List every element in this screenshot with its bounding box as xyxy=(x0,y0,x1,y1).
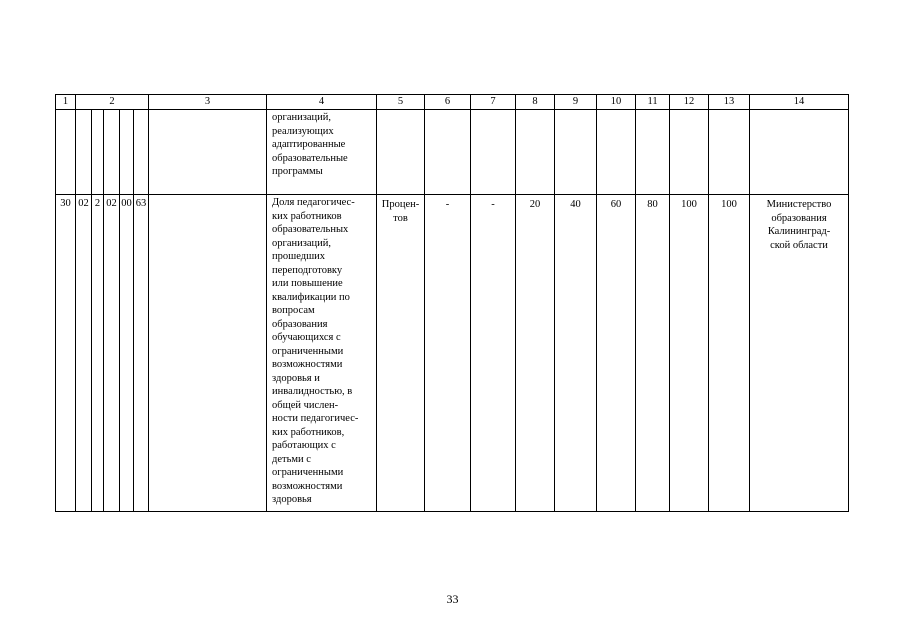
name-line: Доля педагогичес- xyxy=(272,197,355,208)
value-cell-10: 60 xyxy=(597,195,636,512)
name-line: общей числен- xyxy=(272,399,339,411)
column-header-6: 6 xyxy=(425,95,471,110)
name-line: ности педагогичес- xyxy=(272,413,359,424)
code-cell xyxy=(120,110,134,195)
value-cell-13: 100 xyxy=(709,195,750,512)
value-cell xyxy=(670,110,709,195)
code-cell xyxy=(76,110,92,195)
value-cell xyxy=(555,110,597,195)
name-line: образовательные xyxy=(272,152,348,164)
name-line: адаптированные xyxy=(272,139,346,150)
value-cell-9: 40 xyxy=(555,195,597,512)
name-line: прошедших xyxy=(272,251,326,262)
value-cell-8: 20 xyxy=(516,195,555,512)
unit-line: Процен- xyxy=(381,199,420,210)
value-cell xyxy=(597,110,636,195)
value-cell-11: 80 xyxy=(636,195,670,512)
column-header-12: 12 xyxy=(670,95,709,110)
code-cell: 02 xyxy=(76,195,92,512)
ministry-line: Министерство xyxy=(766,199,832,210)
name-line: квалификации по xyxy=(272,291,350,303)
indicator-name-continued xyxy=(267,110,377,195)
column-header-5: 5 xyxy=(377,95,425,110)
column-header-8: 8 xyxy=(516,95,555,110)
column-header-1: 1 xyxy=(56,95,76,110)
column-3-cell xyxy=(149,110,267,195)
code-cell: 30 xyxy=(56,195,76,512)
name-line: возможностями xyxy=(272,359,343,370)
name-line: ограниченными xyxy=(272,345,344,357)
name-line: работающих с xyxy=(272,440,336,451)
column-header-3: 3 xyxy=(149,95,267,110)
code-cell xyxy=(134,110,149,195)
code-cell: 2 xyxy=(92,195,104,512)
name-line: ких работников, xyxy=(272,426,345,438)
unit-cell xyxy=(377,110,425,195)
name-line: детьми с xyxy=(272,453,311,465)
column-header-4: 4 xyxy=(267,95,377,110)
name-line: ограниченными xyxy=(272,467,344,478)
continued-row xyxy=(56,110,849,195)
value-cell-6: - xyxy=(425,195,471,512)
column-header-11: 11 xyxy=(636,95,670,110)
value-cell xyxy=(425,110,471,195)
ministry-line: Калининград- xyxy=(767,226,831,237)
name-line: программы xyxy=(272,166,323,177)
unit-cell xyxy=(377,195,425,512)
name-line: обучающихся с xyxy=(272,332,341,343)
ministry-line: образования xyxy=(771,212,827,224)
name-line: организаций, xyxy=(272,237,332,249)
name-line: реализующих xyxy=(272,125,334,137)
page-number: 33 xyxy=(446,592,459,606)
name-line: здоровья и xyxy=(272,372,320,384)
code-cell: 63 xyxy=(134,195,149,512)
column-header-10: 10 xyxy=(597,95,636,110)
ministry-line: ской области xyxy=(770,239,828,251)
name-line: образовательных xyxy=(272,224,349,235)
column-header-7: 7 xyxy=(471,95,516,110)
value-cell xyxy=(636,110,670,195)
indicator-row xyxy=(56,195,849,512)
name-line: вопросам xyxy=(272,305,315,316)
value-cell xyxy=(709,110,750,195)
code-cell xyxy=(104,110,120,195)
column-header-9: 9 xyxy=(555,95,597,110)
column-3-cell xyxy=(149,195,267,512)
unit-line: тов xyxy=(393,212,408,224)
value-cell-12: 100 xyxy=(670,195,709,512)
value-cell xyxy=(516,110,555,195)
value-cell xyxy=(471,110,516,195)
ministry-cell xyxy=(750,110,849,195)
code-cell: 00 xyxy=(120,195,134,512)
name-line: организаций, xyxy=(272,112,332,123)
name-line: образования xyxy=(272,318,328,330)
column-header-2: 2 xyxy=(76,95,149,110)
name-line: ких работников xyxy=(272,210,342,222)
responsible-ministry xyxy=(750,195,849,512)
name-line: здоровья xyxy=(272,494,312,505)
name-line: инвалидностью, в xyxy=(272,386,353,397)
name-line: или повышение xyxy=(272,278,343,289)
code-cell xyxy=(56,110,76,195)
column-header-14: 14 xyxy=(750,95,849,110)
code-cell: 02 xyxy=(104,195,120,512)
name-line: переподготовку xyxy=(272,264,343,276)
value-cell-7: - xyxy=(471,195,516,512)
indicator-name xyxy=(267,195,377,512)
header-row xyxy=(56,95,849,110)
code-cell xyxy=(92,110,104,195)
indicator-table xyxy=(55,94,849,512)
column-header-13: 13 xyxy=(709,95,750,110)
name-line: возможностями xyxy=(272,480,343,492)
